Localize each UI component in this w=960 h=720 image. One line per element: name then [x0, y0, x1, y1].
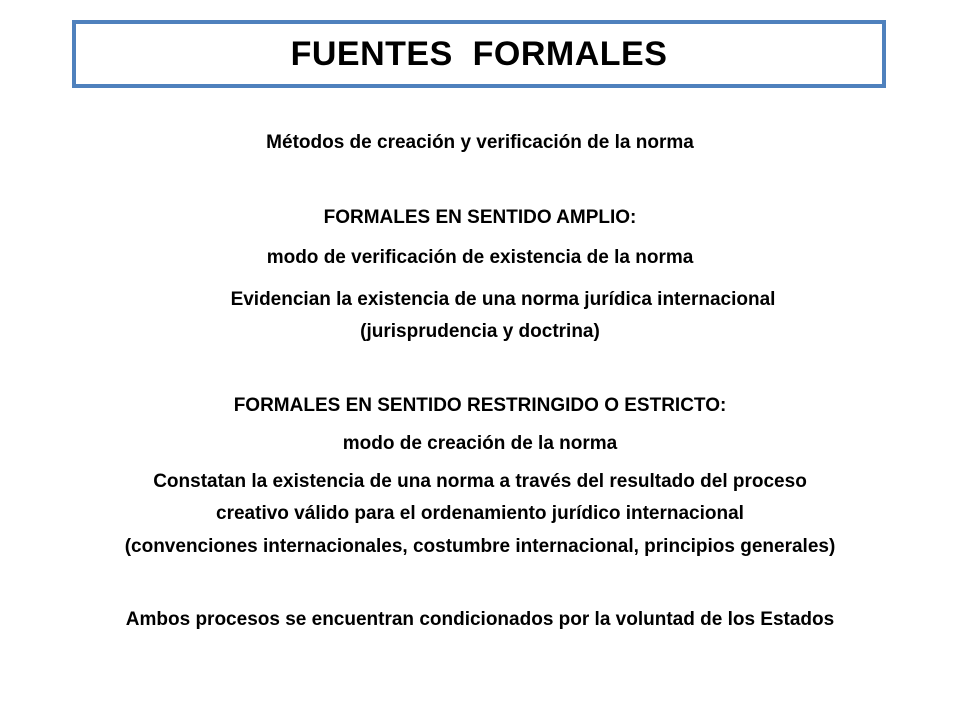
amplio-description: modo de verificación de existencia de la norma [266, 247, 694, 268]
subtitle: Métodos de creación y verificación de la norma [266, 132, 694, 153]
estricto-heading: FORMALES EN SENTIDO RESTRINGIDO O ESTRICTO: [233, 395, 727, 416]
amplio-evidence-line-2: (jurisprudencia y doctrina) [360, 321, 600, 342]
title-box [72, 20, 886, 88]
conclusion: Ambos procesos se encuentran condicionados por la voluntad de los Estados [125, 609, 835, 630]
estricto-description: modo de creación de la norma [342, 433, 618, 454]
estricto-constatan-line-2: creativo válido para el ordenamiento jurídico internacional [216, 503, 744, 524]
amplio-evidence-line-1: Evidencian la existencia de una norma jurídica internacional [230, 289, 776, 310]
slide-title: FUENTES FORMALES [290, 34, 668, 73]
estricto-constatan-line-3: (convenciones internacionales, costumbre internacional, principios generales) [124, 536, 836, 557]
amplio-heading: FORMALES EN SENTIDO AMPLIO: [323, 207, 637, 228]
estricto-constatan-line-1: Constatan la existencia de una norma a través del resultado del proceso [153, 471, 807, 492]
